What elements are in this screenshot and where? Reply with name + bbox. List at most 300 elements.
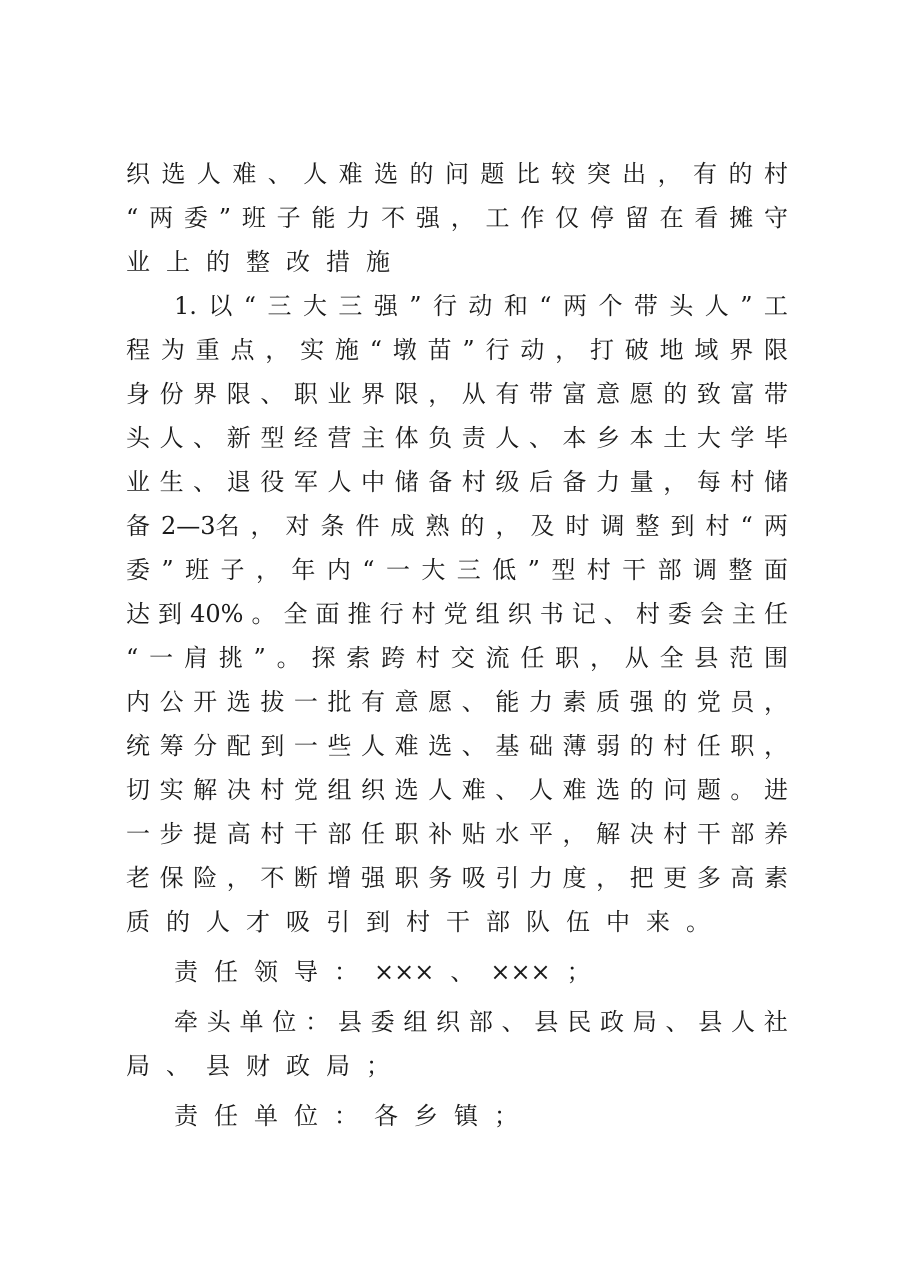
text-line <box>126 768 788 812</box>
text-token: 、 <box>267 160 292 188</box>
text-token: 整 <box>246 248 270 276</box>
text-token: 责 <box>461 424 486 452</box>
text-token: 上 <box>166 248 190 276</box>
text-token: 富 <box>730 380 755 408</box>
text-token: 村 <box>635 600 660 628</box>
text-token: 、 <box>603 600 628 628</box>
text-token: 型 <box>260 424 285 452</box>
text-token: 子 <box>276 204 301 232</box>
text-token: 社 <box>763 1008 788 1036</box>
text-token: 人 <box>327 468 352 496</box>
text-token: 。 <box>251 600 276 628</box>
text-line <box>126 1000 788 1044</box>
text-token: 新 <box>226 424 251 452</box>
text-token: 公 <box>159 688 184 716</box>
text-token: 、 <box>260 380 285 408</box>
text-token: 界 <box>729 336 754 364</box>
text-token: “ <box>126 644 139 672</box>
text-token: 每 <box>696 468 721 496</box>
text-token: 能 <box>495 688 520 716</box>
text-token: ” <box>409 292 422 320</box>
text-token: ： <box>334 958 358 986</box>
text-token: ， <box>495 512 520 540</box>
text-token: 全 <box>659 644 684 672</box>
text-token: 到 <box>158 600 183 628</box>
text-token: 、 <box>461 688 486 716</box>
text-token: 解 <box>596 820 621 848</box>
text-token: 才 <box>246 908 270 936</box>
text-token: ， <box>450 204 475 232</box>
text-line <box>126 812 788 856</box>
text-token: 县 <box>534 1008 559 1036</box>
text-token: “ <box>740 512 753 540</box>
text-token: 问 <box>444 160 469 188</box>
text-token: 三 <box>267 292 292 320</box>
text-token: 本 <box>562 424 587 452</box>
text-token: 难 <box>232 160 257 188</box>
text-token: 的 <box>460 512 485 540</box>
text-token: 工 <box>485 204 510 232</box>
text-token: 村 <box>730 468 755 496</box>
text-token: 多 <box>696 864 721 892</box>
text-line <box>126 196 788 240</box>
text-token: ， <box>763 688 788 716</box>
text-token: 任 <box>214 958 238 986</box>
text-line <box>126 592 788 636</box>
text-line <box>126 900 788 944</box>
text-token: 级 <box>495 468 520 496</box>
text-token: 为 <box>160 336 185 364</box>
text-token: 域 <box>694 336 719 364</box>
text-token: 熟 <box>425 512 450 540</box>
text-token: 的 <box>409 160 434 188</box>
text-token: 摊 <box>729 204 754 232</box>
text-line <box>126 416 788 460</box>
text-token: 低 <box>492 556 517 584</box>
text-token: 配 <box>226 732 251 760</box>
text-token: 村 <box>763 160 788 188</box>
text-token: 营 <box>327 424 352 452</box>
text-token: 的 <box>629 776 654 804</box>
text-token: 组 <box>327 776 352 804</box>
text-token: 看 <box>694 204 719 232</box>
text-token: 任 <box>361 820 386 848</box>
text-token: 交 <box>450 644 475 672</box>
text-token: 2—3名 <box>161 512 240 540</box>
text-token: 作 <box>520 204 545 232</box>
text-token: 人 <box>303 160 328 188</box>
text-line <box>126 856 788 900</box>
text-token: 推 <box>347 600 372 628</box>
text-token: 决 <box>226 776 251 804</box>
text-token: 部 <box>327 820 352 848</box>
text-token: 选 <box>596 776 621 804</box>
text-token: 干 <box>622 556 647 584</box>
text-token: 引 <box>326 908 350 936</box>
text-token: 施 <box>366 248 390 276</box>
text-token: 导 <box>294 958 318 986</box>
text-token: 一 <box>293 732 318 760</box>
text-token: 平 <box>528 820 553 848</box>
text-token: 度 <box>562 864 587 892</box>
text-token: 委 <box>183 204 208 232</box>
text-token: ××× <box>490 958 551 986</box>
text-token: 县 <box>337 1008 362 1036</box>
text-token: ， <box>562 820 587 848</box>
text-token: ； <box>566 958 591 986</box>
text-token: 任 <box>214 1102 238 1130</box>
text-token: 题 <box>696 776 721 804</box>
text-token: 人 <box>495 424 520 452</box>
text-token: 县 <box>694 644 719 672</box>
text-line <box>126 460 788 504</box>
text-token: 墩 <box>392 336 417 364</box>
text-token: 较 <box>551 160 576 188</box>
text-token: 村 <box>586 556 611 584</box>
text-token: 筹 <box>159 732 184 760</box>
text-token: 意 <box>394 688 419 716</box>
text-token: 职 <box>394 864 419 892</box>
text-token: 范 <box>729 644 754 672</box>
text-token: 力 <box>528 864 553 892</box>
text-token: 达 <box>126 600 150 628</box>
text-token: 和 <box>503 292 528 320</box>
text-token: 实 <box>159 776 184 804</box>
text-token: 部 <box>486 908 510 936</box>
text-token: 任 <box>520 644 545 672</box>
text-token: 记 <box>571 600 596 628</box>
text-token: 人 <box>196 160 221 188</box>
text-token: 。 <box>276 644 301 672</box>
text-token: ， <box>663 468 688 496</box>
text-token: 党 <box>293 776 318 804</box>
text-token: ， <box>657 160 682 188</box>
text-token: 增 <box>327 864 352 892</box>
text-token: 乡 <box>414 1102 438 1130</box>
text-token: 伍 <box>566 908 590 936</box>
text-token: 质 <box>126 908 150 936</box>
text-token: 备 <box>126 512 150 540</box>
text-token: 整 <box>728 556 753 584</box>
text-token: 、 <box>193 468 218 496</box>
text-token: 各 <box>374 1102 398 1130</box>
text-token: 调 <box>693 556 718 584</box>
text-token: 、 <box>665 1008 690 1036</box>
text-token: 索 <box>346 644 371 672</box>
text-token: 职 <box>555 644 580 672</box>
text-token: 、 <box>495 776 520 804</box>
text-token: 体 <box>394 424 419 452</box>
text-token: 40% <box>190 600 244 628</box>
text-token: 件 <box>355 512 380 540</box>
text-token: 的 <box>166 908 190 936</box>
text-token: 量 <box>629 468 654 496</box>
text-token: 行 <box>379 600 404 628</box>
text-token: ” <box>253 644 266 672</box>
text-token: 织 <box>361 776 386 804</box>
text-token: 主 <box>731 600 756 628</box>
text-token: 对 <box>285 512 310 540</box>
text-token: 人 <box>428 776 453 804</box>
text-token: 子 <box>220 556 245 584</box>
text-token: “ <box>539 292 552 320</box>
text-token: 动 <box>468 292 493 320</box>
text-token: 水 <box>495 820 520 848</box>
text-token: 解 <box>193 776 218 804</box>
text-token: 选 <box>374 160 399 188</box>
text-token: 守 <box>764 204 788 232</box>
text-token: 经 <box>293 424 318 452</box>
text-token: 强 <box>361 864 386 892</box>
text-token: 大 <box>421 556 446 584</box>
text-token: 力 <box>528 688 553 716</box>
text-token: 务 <box>428 864 453 892</box>
text-token: 界 <box>361 380 386 408</box>
text-token: 队 <box>526 908 550 936</box>
text-token: 会 <box>699 600 724 628</box>
text-token: 大 <box>302 292 327 320</box>
text-token: 仅 <box>555 204 580 232</box>
text-token: 破 <box>624 336 649 364</box>
text-token: 进 <box>763 776 788 804</box>
text-token: 不 <box>260 864 285 892</box>
text-token: 局 <box>632 1008 657 1036</box>
text-token: 富 <box>562 380 587 408</box>
text-token: 的 <box>629 732 654 760</box>
text-token: 村 <box>406 908 430 936</box>
text-token: 基 <box>495 732 520 760</box>
text-token: 面 <box>315 600 340 628</box>
text-token: 地 <box>659 336 684 364</box>
text-token: 从 <box>624 644 649 672</box>
text-token: 组 <box>475 600 500 628</box>
text-token: 村 <box>461 468 486 496</box>
text-token: 突 <box>586 160 611 188</box>
text-token: 、 <box>450 958 475 986</box>
text-token: 一 <box>149 644 174 672</box>
text-token: ， <box>255 556 280 584</box>
text-token: 薄 <box>562 732 587 760</box>
text-token: ， <box>589 644 614 672</box>
text-token: 难 <box>562 776 587 804</box>
text-token: 组 <box>403 1008 428 1036</box>
text-token: “ <box>362 556 375 584</box>
text-token: “ <box>126 204 139 232</box>
text-token: 开 <box>193 688 218 716</box>
text-token: 份 <box>159 380 184 408</box>
text-token: 拔 <box>260 688 285 716</box>
text-token: 村 <box>663 820 688 848</box>
text-line <box>126 284 788 328</box>
text-token: 头 <box>126 424 150 452</box>
text-token: 批 <box>327 688 352 716</box>
text-token: 难 <box>394 732 419 760</box>
text-token: 个 <box>598 292 623 320</box>
text-token: 毕 <box>763 424 788 452</box>
text-token: 、 <box>501 1008 526 1036</box>
text-token: 打 <box>589 336 614 364</box>
text-token: 村 <box>663 732 688 760</box>
text-token: 责 <box>174 958 198 986</box>
text-token: 出 <box>622 160 647 188</box>
text-token: 时 <box>565 512 590 540</box>
text-token: 点 <box>230 336 255 364</box>
text-token: 局 <box>326 1052 350 1080</box>
text-token: 财 <box>246 1052 270 1080</box>
text-token: 位 <box>272 1008 297 1036</box>
text-token: 苗 <box>427 336 452 364</box>
text-token: 探 <box>311 644 336 672</box>
text-token: 难 <box>461 776 486 804</box>
text-token: 、 <box>528 424 553 452</box>
text-token: 委 <box>667 600 692 628</box>
text-token: ， <box>763 732 788 760</box>
text-token: 选 <box>394 776 419 804</box>
text-line <box>126 1044 788 1088</box>
text-token: 提 <box>193 820 218 848</box>
text-token: 村 <box>260 776 285 804</box>
text-token: 。 <box>686 908 710 936</box>
text-token: 织 <box>126 160 150 188</box>
text-token: ， <box>428 380 453 408</box>
text-token: 肩 <box>183 644 208 672</box>
text-token: 两 <box>149 204 174 232</box>
text-token: 行 <box>485 336 510 364</box>
text-token: 后 <box>528 468 553 496</box>
text-token: 力 <box>596 468 621 496</box>
text-token: 把 <box>629 864 654 892</box>
text-token: 储 <box>394 468 419 496</box>
text-token: 干 <box>293 820 318 848</box>
text-token: 人 <box>704 292 729 320</box>
text-token: 整 <box>635 512 660 540</box>
text-token: 三 <box>456 556 481 584</box>
text-token: 调 <box>600 512 625 540</box>
text-token: 人 <box>731 1008 756 1036</box>
text-token: 军 <box>293 468 318 496</box>
text-token: 业 <box>126 468 150 496</box>
text-token: 党 <box>443 600 468 628</box>
text-token: 以 <box>208 292 233 320</box>
text-token: 一 <box>126 820 150 848</box>
text-token: 吸 <box>461 864 486 892</box>
text-token: 两 <box>563 292 587 320</box>
text-token: 业 <box>126 248 150 276</box>
text-token: 备 <box>562 468 587 496</box>
text-token: 强 <box>415 204 440 232</box>
text-token: 步 <box>159 820 184 848</box>
text-token: 、 <box>166 1052 190 1080</box>
text-token: 委 <box>370 1008 395 1036</box>
text-token: 有 <box>495 380 520 408</box>
text-token: ： <box>305 1008 330 1036</box>
text-token: 弱 <box>596 732 621 760</box>
text-token: 备 <box>428 468 453 496</box>
text-token: 比 <box>515 160 540 188</box>
text-token: 储 <box>763 468 788 496</box>
text-line <box>126 548 788 592</box>
text-token: 、 <box>193 424 218 452</box>
text-token: 。 <box>730 776 755 804</box>
text-token: 愿 <box>428 688 453 716</box>
text-token: 人 <box>528 776 553 804</box>
text-token: 班 <box>185 556 210 584</box>
text-line <box>126 328 788 372</box>
text-token: 人 <box>159 424 184 452</box>
text-token: 流 <box>485 644 510 672</box>
text-token: 带 <box>763 380 788 408</box>
text-token: 强 <box>373 292 398 320</box>
text-line <box>126 1094 788 1138</box>
text-token: 的 <box>663 688 688 716</box>
text-token: 题 <box>480 160 505 188</box>
text-token: 动 <box>520 336 545 364</box>
text-token: 部 <box>657 556 682 584</box>
text-token: 措 <box>326 248 350 276</box>
text-token: 村 <box>411 600 436 628</box>
text-token: 行 <box>432 292 457 320</box>
text-token: 分 <box>193 732 218 760</box>
text-token: 内 <box>126 688 150 716</box>
text-token: 政 <box>286 1052 310 1080</box>
text-token: 及 <box>530 512 555 540</box>
text-token: ， <box>555 336 580 364</box>
text-token: 高 <box>226 820 251 848</box>
text-token: 书 <box>539 600 564 628</box>
text-token: 1. <box>174 292 197 320</box>
text-token: 内 <box>326 556 351 584</box>
text-token: 的 <box>663 380 688 408</box>
text-token: 条 <box>320 512 345 540</box>
text-token: 的 <box>728 160 753 188</box>
text-token: 退 <box>226 468 251 496</box>
text-token: 切 <box>126 776 150 804</box>
text-token: 村 <box>415 644 440 672</box>
text-token: ， <box>596 864 621 892</box>
document-body <box>126 152 788 1138</box>
text-line <box>126 680 788 724</box>
text-token: 头 <box>669 292 694 320</box>
text-token: 能 <box>311 204 336 232</box>
text-token: ， <box>226 864 251 892</box>
text-token: 单 <box>239 1008 264 1036</box>
text-token: 村 <box>260 820 285 848</box>
text-token: 带 <box>528 380 553 408</box>
text-token: 成 <box>390 512 415 540</box>
text-token: 中 <box>361 468 386 496</box>
text-token: 质 <box>596 688 621 716</box>
text-token: 部 <box>468 1008 493 1036</box>
text-token: ××× <box>374 958 435 986</box>
text-line <box>126 504 788 548</box>
text-token: 从 <box>461 380 486 408</box>
text-token: 更 <box>663 864 688 892</box>
text-token: 决 <box>629 820 654 848</box>
text-token: 吸 <box>286 908 310 936</box>
text-token: 员 <box>730 688 755 716</box>
text-token: 生 <box>159 468 184 496</box>
text-token: ； <box>494 1102 518 1130</box>
text-token: 有 <box>693 160 717 188</box>
text-token: 乡 <box>596 424 621 452</box>
text-line <box>126 152 788 196</box>
text-token: 统 <box>126 732 150 760</box>
text-token: 限 <box>394 380 419 408</box>
text-token: 领 <box>254 958 278 986</box>
text-token: 到 <box>260 732 285 760</box>
text-token: 施 <box>334 336 359 364</box>
text-token: 位 <box>294 1102 318 1130</box>
